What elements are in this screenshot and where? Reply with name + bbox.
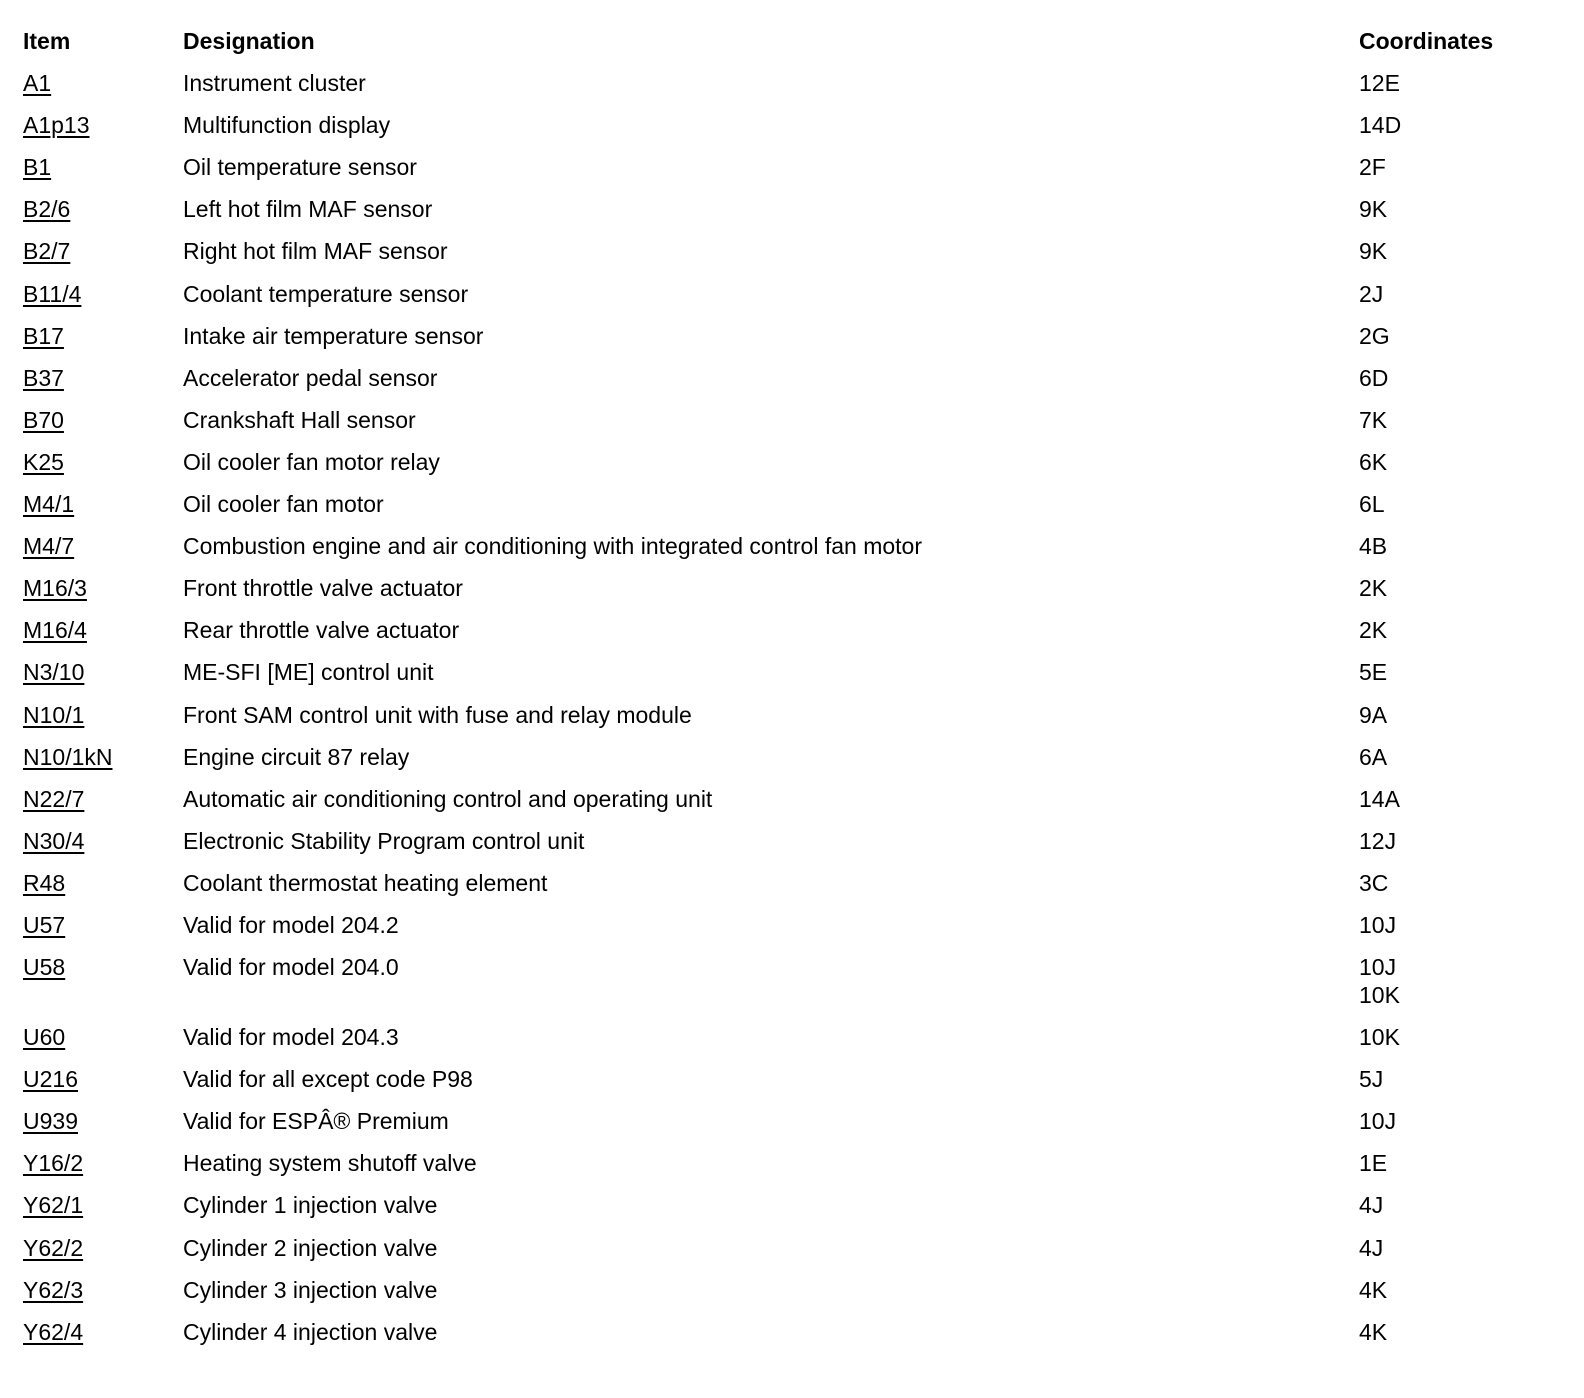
designation-cell: Combustion engine and air conditioning with integrated control fan motor (183, 533, 922, 560)
coordinate-value: 1E (1359, 1150, 1388, 1177)
item-cell (23, 1142, 183, 1184)
table-row (23, 62, 1553, 104)
coordinate-value: 2F (1359, 154, 1386, 181)
designation-cell: ME-SFI [ME] control unit (183, 659, 434, 686)
coordinates-cell (1359, 862, 1553, 904)
table-row (23, 399, 1553, 441)
coordinates-cell (1359, 315, 1553, 357)
designation-cell: Crankshaft Hall sensor (183, 406, 416, 433)
coordinate-value: 4K (1359, 1318, 1388, 1345)
table-row (23, 1184, 1553, 1226)
designation-cell: Automatic air conditioning control and operating unit (183, 785, 713, 812)
designation-cell: Accelerator pedal sensor (183, 364, 438, 391)
coordinates-cell (1359, 483, 1553, 525)
coordinates-cell (1359, 904, 1553, 946)
item-link[interactable]: M4/1 (23, 491, 75, 518)
table-row (23, 1227, 1553, 1269)
designation-cell: Front SAM control unit with fuse and relay module (183, 701, 692, 728)
coordinate-value: 10K (1359, 982, 1400, 1009)
coordinates-cell (1359, 736, 1553, 778)
coordinate-value: 6A (1359, 743, 1388, 770)
table-row (23, 946, 1553, 1016)
item-link[interactable]: B17 (23, 322, 64, 349)
designation-cell: Electronic Stability Program control unit (183, 827, 585, 854)
item-cell (23, 146, 183, 188)
coordinate-value: 7K (1359, 406, 1388, 433)
item-link[interactable]: Y62/1 (23, 1192, 84, 1219)
coordinate-value: 9K (1359, 238, 1388, 265)
table-row (23, 357, 1553, 399)
designation-cell: Coolant thermostat heating element (183, 869, 548, 896)
table-row (23, 315, 1553, 357)
designation-cell: Oil cooler fan motor (183, 491, 384, 518)
coordinate-value: 2K (1359, 617, 1388, 644)
item-link[interactable]: U60 (23, 1024, 66, 1051)
coordinate-value: 6D (1359, 364, 1389, 391)
item-link[interactable]: B11/4 (23, 280, 82, 307)
item-cell (23, 483, 183, 525)
coordinate-value: 10K (1359, 1024, 1400, 1051)
item-cell (23, 1269, 183, 1311)
designation-cell: Valid for model 204.2 (183, 911, 399, 938)
item-link[interactable]: B1 (23, 154, 52, 181)
designation-cell: Instrument cluster (183, 70, 366, 97)
designation-cell: Cylinder 2 injection valve (183, 1234, 438, 1261)
coordinate-value: 3C (1359, 869, 1389, 896)
component-legend-table (23, 20, 1553, 1353)
designation-cell: Valid for all except code P98 (183, 1066, 473, 1093)
table-row (23, 188, 1553, 230)
item-link[interactable]: N10/1kN (23, 743, 113, 770)
coordinates-cell (1359, 62, 1553, 104)
item-cell (23, 104, 183, 146)
coordinate-value: 4K (1359, 1276, 1388, 1303)
coordinates-cell (1359, 188, 1553, 230)
item-link[interactable]: N10/1 (23, 701, 85, 728)
table-row (23, 230, 1553, 272)
item-link[interactable]: U57 (23, 911, 66, 938)
coordinates-cell (1359, 1184, 1553, 1226)
coordinates-cell (1359, 146, 1553, 188)
coordinate-value: 6L (1359, 491, 1385, 518)
item-cell (23, 1184, 183, 1226)
table-row (23, 1142, 1553, 1184)
item-cell (23, 1100, 183, 1142)
table-row (23, 441, 1553, 483)
coordinate-value: 2J (1359, 280, 1384, 307)
item-link[interactable]: N3/10 (23, 659, 85, 686)
coordinate-value: 14D (1359, 112, 1402, 139)
header-designation: Designation (183, 28, 315, 54)
item-link[interactable]: N30/4 (23, 827, 85, 854)
coordinates-cell (1359, 273, 1553, 315)
item-link[interactable]: Y16/2 (23, 1150, 84, 1177)
coordinate-value: 9K (1359, 196, 1388, 223)
coordinates-cell (1359, 104, 1553, 146)
coordinate-value: 2G (1359, 322, 1390, 349)
designation-cell: Oil temperature sensor (183, 154, 417, 181)
item-link[interactable]: U939 (23, 1108, 78, 1135)
table-row (23, 609, 1553, 651)
header-coordinates: Coordinates (1359, 28, 1494, 54)
item-link[interactable]: U58 (23, 954, 66, 981)
designation-cell: Cylinder 1 injection valve (183, 1192, 438, 1219)
table-row (23, 778, 1553, 820)
coordinates-cell (1359, 567, 1553, 609)
table-row (23, 1269, 1553, 1311)
designation-cell: Front throttle valve actuator (183, 575, 463, 602)
designation-cell: Multifunction display (183, 112, 391, 139)
coordinate-value: 4B (1359, 533, 1388, 560)
designation-cell: Coolant temperature sensor (183, 280, 469, 307)
item-cell (23, 651, 183, 693)
designation-cell: Right hot film MAF sensor (183, 238, 448, 265)
coordinate-value: 2K (1359, 575, 1388, 602)
item-link[interactable]: B37 (23, 364, 64, 391)
item-link[interactable]: B70 (23, 406, 64, 433)
header-item: Item (23, 28, 71, 54)
designation-cell: Rear throttle valve actuator (183, 617, 460, 644)
coordinates-cell (1359, 694, 1553, 736)
coordinates-cell (1359, 1269, 1553, 1311)
item-cell (23, 441, 183, 483)
table-row (23, 1311, 1553, 1353)
item-link[interactable]: Y62/4 (23, 1318, 84, 1345)
table-row (23, 694, 1553, 736)
item-cell (23, 904, 183, 946)
coordinate-value: 12E (1359, 70, 1400, 97)
table-row (23, 904, 1553, 946)
coordinates-cell (1359, 609, 1553, 651)
item-cell (23, 820, 183, 862)
item-cell (23, 1227, 183, 1269)
table-row (23, 146, 1553, 188)
item-cell (23, 62, 183, 104)
coordinates-cell (1359, 1227, 1553, 1269)
designation-cell: Valid for ESPÂ® Premium (183, 1108, 449, 1135)
item-link[interactable]: Y62/2 (23, 1234, 84, 1261)
designation-cell: Valid for model 204.3 (183, 1024, 399, 1051)
item-cell (23, 1311, 183, 1353)
item-link[interactable]: M16/3 (23, 575, 87, 602)
item-link[interactable]: M4/7 (23, 533, 75, 560)
table-row (23, 820, 1553, 862)
item-cell (23, 1058, 183, 1100)
item-link[interactable]: B2/6 (23, 196, 71, 223)
designation-cell: Oil cooler fan motor relay (183, 448, 440, 475)
coordinate-value: 4J (1359, 1234, 1384, 1261)
designation-cell: Left hot film MAF sensor (183, 196, 433, 223)
table-row (23, 104, 1553, 146)
coordinate-value: 9A (1359, 701, 1388, 728)
item-cell (23, 188, 183, 230)
item-cell (23, 567, 183, 609)
item-cell (23, 946, 183, 1016)
coordinate-value: 5J (1359, 1066, 1384, 1093)
coordinates-cell (1359, 1142, 1553, 1184)
coordinates-cell (1359, 441, 1553, 483)
item-cell (23, 273, 183, 315)
item-cell (23, 399, 183, 441)
coordinates-cell (1359, 357, 1553, 399)
header-row (23, 20, 1553, 62)
table-row (23, 1100, 1553, 1142)
item-cell (23, 736, 183, 778)
designation-cell: Cylinder 4 injection valve (183, 1318, 438, 1345)
coordinate-value: 14A (1359, 785, 1400, 812)
item-cell (23, 525, 183, 567)
coordinates-cell (1359, 651, 1553, 693)
legend-body (23, 62, 1553, 1353)
coordinate-value: 5E (1359, 659, 1388, 686)
table-row (23, 862, 1553, 904)
table-row (23, 736, 1553, 778)
coordinates-cell (1359, 1016, 1553, 1058)
designation-cell: Cylinder 3 injection valve (183, 1276, 438, 1303)
coordinates-cell (1359, 1058, 1553, 1100)
table-row (23, 1058, 1553, 1100)
item-link[interactable]: B2/7 (23, 238, 71, 265)
coordinates-cell (1359, 230, 1553, 272)
coordinates-cell (1359, 1100, 1553, 1142)
coordinates-cell (1359, 820, 1553, 862)
designation-cell: Valid for model 204.0 (183, 954, 399, 981)
table-row (23, 1016, 1553, 1058)
coordinates-cell (1359, 399, 1553, 441)
coordinates-cell (1359, 525, 1553, 567)
table-row (23, 567, 1553, 609)
item-link[interactable]: Y62/3 (23, 1276, 84, 1303)
item-link[interactable]: N22/7 (23, 785, 85, 812)
coordinates-cell (1359, 778, 1553, 820)
coordinate-value: 10J (1359, 1108, 1397, 1135)
item-cell (23, 1016, 183, 1058)
table-row (23, 525, 1553, 567)
designation-cell: Intake air temperature sensor (183, 322, 484, 349)
table-row (23, 483, 1553, 525)
item-cell (23, 357, 183, 399)
item-cell (23, 778, 183, 820)
table-row (23, 651, 1553, 693)
item-link[interactable]: K25 (23, 448, 64, 475)
item-link[interactable]: M16/4 (23, 617, 87, 644)
designation-cell: Heating system shutoff valve (183, 1150, 477, 1177)
item-cell (23, 862, 183, 904)
item-cell (23, 315, 183, 357)
item-link[interactable]: A1 (23, 70, 52, 97)
item-link[interactable]: R48 (23, 869, 66, 896)
coordinate-value: 10J (1359, 954, 1397, 981)
coordinates-cell (1359, 1311, 1553, 1353)
table-row (23, 273, 1553, 315)
coordinate-value: 4J (1359, 1192, 1384, 1219)
item-cell (23, 230, 183, 272)
item-link[interactable]: U216 (23, 1066, 78, 1093)
coordinate-value: 12J (1359, 827, 1397, 854)
coordinates-cell (1359, 946, 1553, 1016)
item-cell (23, 694, 183, 736)
designation-cell: Engine circuit 87 relay (183, 743, 410, 770)
coordinate-value: 10J (1359, 911, 1397, 938)
item-cell (23, 609, 183, 651)
item-link[interactable]: A1p13 (23, 112, 90, 139)
coordinate-value: 6K (1359, 448, 1388, 475)
